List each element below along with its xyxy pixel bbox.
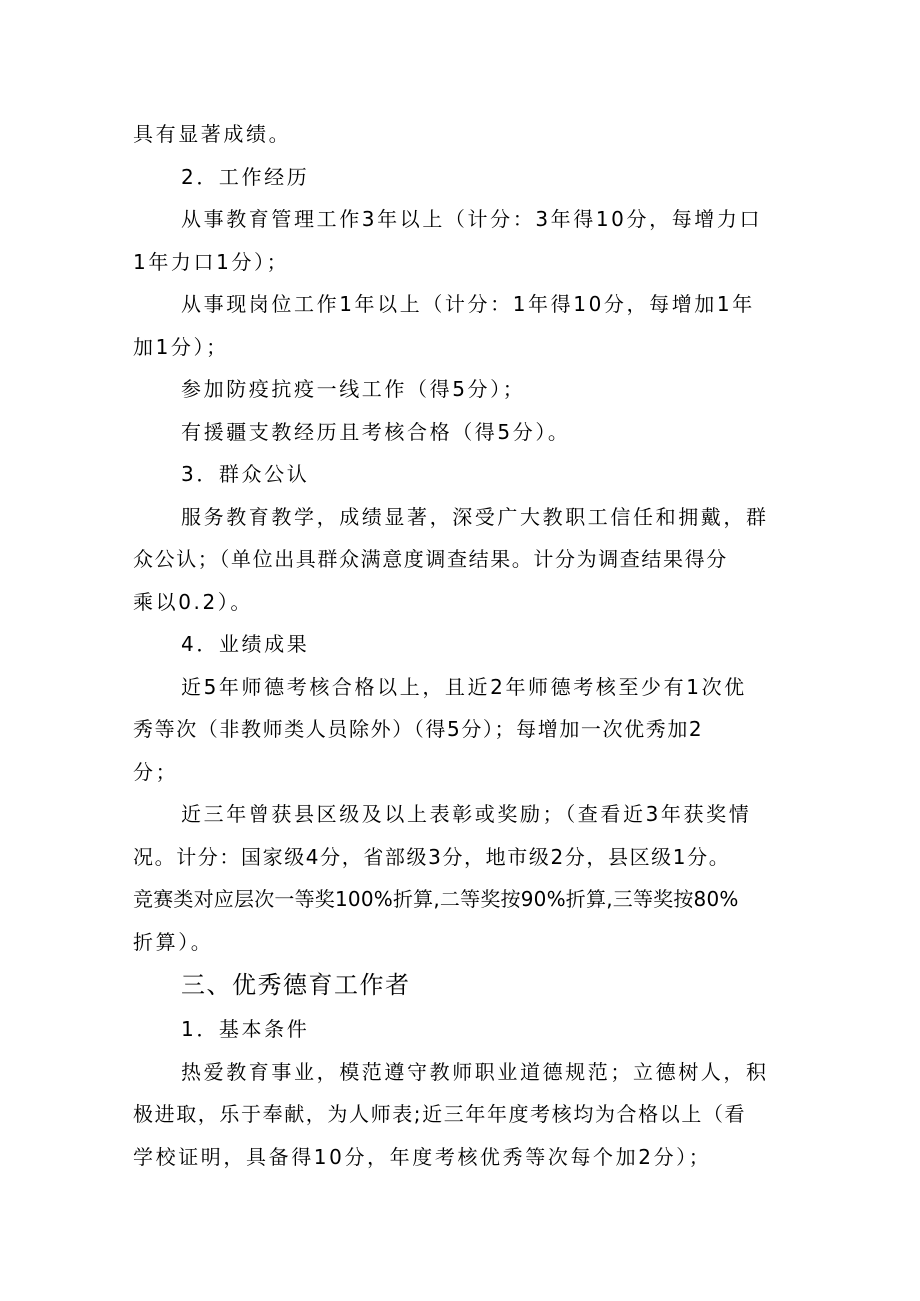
text-line: 众公认；（单位出具群众满意度调查结果。计分为调查结果得分 bbox=[133, 547, 728, 571]
text-line: 服务教育教学，成绩显著，深受广大教职工信任和拥戴，群 bbox=[181, 504, 769, 529]
text-line: 折算）。 bbox=[133, 929, 214, 954]
text-line: 况。计分：国家级4分，省部级3分，地市级2分，县区级1分。 bbox=[133, 844, 731, 869]
text-line: 竞赛类对应层次一等奖100%折算,二等奖按90%折算,三等奖按80% bbox=[133, 887, 739, 911]
text-line: 近三年曾获县区级及以上表彰或奖励；（查看近3年获奖情 bbox=[181, 802, 752, 826]
document-page bbox=[133, 113, 798, 1178]
text-line: 参加防疫抗疫一线工作（得5分）； bbox=[181, 377, 526, 401]
section-heading-moral-educators: 三、优秀德育工作者 bbox=[181, 971, 411, 999]
text-line: 极进取，乐于奉献，为人师表;近三年年度考核均为合格以上（看 bbox=[133, 1102, 747, 1126]
subheading-achievements: 4．业绩成果 bbox=[181, 632, 310, 656]
text-line: 具有显著成绩。 bbox=[133, 122, 292, 146]
text-line: 1年力口1分）； bbox=[133, 249, 290, 274]
text-line: 分； bbox=[133, 759, 179, 784]
subheading-public-recognition: 3．群众公认 bbox=[181, 462, 310, 486]
text-line: 近5年师德考核合格以上，且近2年师德考核至少有1次优 bbox=[181, 674, 747, 699]
text-line: 加1分）； bbox=[133, 334, 229, 359]
text-line: 从事现岗位工作1年以上（计分：1年得10分，每增加1年 bbox=[181, 292, 755, 316]
text-line: 热爱教育事业，模范遵守教师职业道德规范；立德树人，积 bbox=[181, 1059, 769, 1084]
text-line: 学校证明，具备得10分，年度考核优秀等次每个加2分）； bbox=[133, 1144, 712, 1169]
text-line: 从事教育管理工作3年以上（计分：3年得10分，每增力口 bbox=[181, 207, 763, 231]
text-line: 秀等次（非教师类人员除外）（得5分）；每增加一次优秀加2 bbox=[133, 717, 704, 741]
subheading-basic-conditions: 1．基本条件 bbox=[181, 1017, 310, 1041]
text-line: 有援疆支教经历且考核合格（得5分）。 bbox=[181, 419, 571, 444]
text-line: 乘以0.2）。 bbox=[133, 589, 254, 614]
subheading-work-experience: 2．工作经历 bbox=[181, 164, 310, 189]
